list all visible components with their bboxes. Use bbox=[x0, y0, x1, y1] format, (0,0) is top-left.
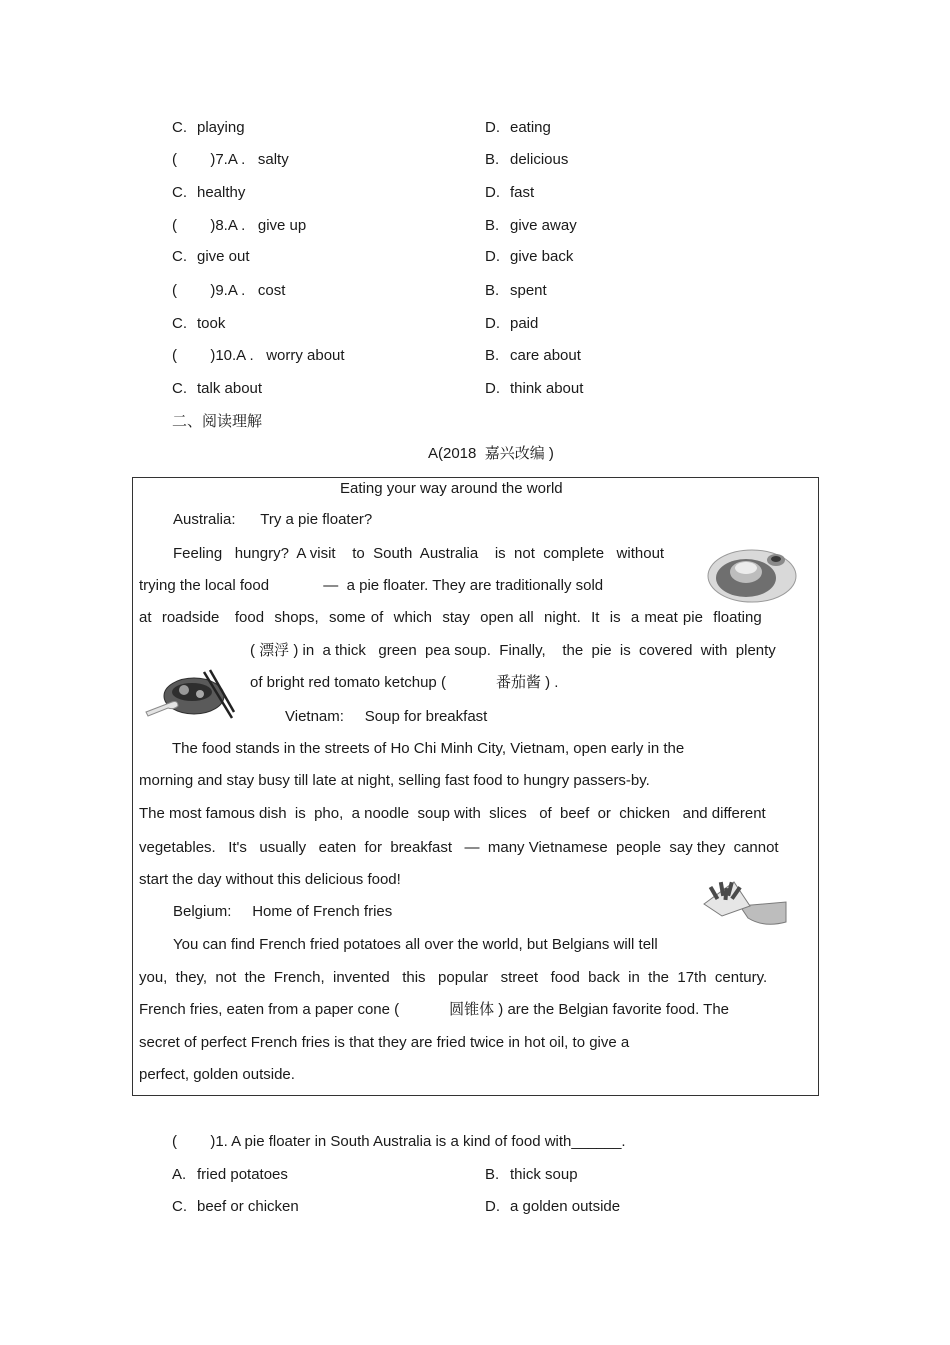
australia-heading: Australia: Try a pie floater? bbox=[173, 511, 373, 528]
pho-bowl-image bbox=[144, 668, 236, 722]
option-c-row1: C. playing bbox=[172, 119, 245, 136]
option-d-q7: D. fast bbox=[485, 184, 535, 201]
belgium-line-1: You can find French fried potatoes all over the world, but Belgians will tell bbox=[173, 936, 658, 953]
option-b-q7: B. delicious bbox=[485, 151, 569, 168]
pie-floater-image bbox=[706, 542, 798, 604]
option-c-q10: C. talk about bbox=[172, 380, 263, 397]
question-9: ( )9.A . cost bbox=[172, 282, 286, 299]
vietnam-heading: Vietnam: Soup for breakfast bbox=[285, 708, 488, 725]
vietnam-line-5: start the day without this delicious food! bbox=[139, 871, 401, 888]
question-7: ( )7.A . salty bbox=[172, 151, 289, 168]
option-c-q9: C. took bbox=[172, 315, 226, 332]
option-d-q8: D. give back bbox=[485, 248, 574, 265]
passage-title: Eating your way around the world bbox=[340, 480, 563, 497]
vietnam-line-1: The food stands in the streets of Ho Chi Minh City, Vietnam, open early in the bbox=[172, 740, 685, 757]
australia-line-5: of bright red tomato ketchup ( 番茄酱 ) . bbox=[250, 674, 559, 691]
australia-line-2: trying the local food — a pie floater. They are traditionally sold bbox=[139, 577, 604, 594]
question-10: ( )10.A . worry about bbox=[172, 347, 345, 364]
option-b-q10: B. care about bbox=[485, 347, 581, 364]
passage-label: A(2018 嘉兴改编 ) bbox=[428, 445, 554, 462]
australia-line-1: Feeling hungry? A visit to South Australia is not complete without bbox=[173, 545, 665, 562]
option-b-q9: B. spent bbox=[485, 282, 547, 299]
option-d-q10: D. think about bbox=[485, 380, 584, 397]
q1-option-d: D. a golden outside bbox=[485, 1198, 621, 1215]
belgium-line-5: perfect, golden outside. bbox=[139, 1066, 295, 1083]
vietnam-line-4: vegetables. It's usually eaten for breakfast — many Vietnamese people say they cannot bbox=[139, 839, 779, 856]
q1-option-c: C. beef or chicken bbox=[172, 1198, 299, 1215]
belgium-line-3: French fries, eaten from a paper cone ( 圆锥体 ) are the Belgian favorite food. The bbox=[139, 1001, 730, 1018]
option-d-q9: D. paid bbox=[485, 315, 539, 332]
question-8: ( )8.A . give up bbox=[172, 217, 307, 234]
australia-line-4: ( 漂浮 ) in a thick green pea soup. Finally, the pie is covered with plenty bbox=[250, 642, 776, 659]
option-b-q8: B. give away bbox=[485, 217, 577, 234]
q1-option-a: A. fried potatoes bbox=[172, 1166, 288, 1183]
q1-option-b: B. thick soup bbox=[485, 1166, 578, 1183]
belgium-line-2: you, they, not the French, invented this popular street food back in the 17th century. bbox=[139, 969, 768, 986]
vietnam-line-3: The most famous dish is pho, a noodle soup with slices of beef or chicken and different bbox=[139, 805, 766, 822]
belgium-heading: Belgium: Home of French fries bbox=[173, 903, 393, 920]
australia-line-3: at roadside food shops, some of which stay open all night. It is a meat pie floating bbox=[139, 609, 762, 626]
question-1-stem: ( )1. A pie floater in South Australia is a kind of food with______. bbox=[172, 1133, 626, 1150]
option-c-q8: C. give out bbox=[172, 248, 250, 265]
section-title: 二、阅读理解 bbox=[172, 413, 263, 430]
option-d-row1: D. eating bbox=[485, 119, 551, 136]
french-fries-image bbox=[700, 876, 788, 928]
option-c-q7: C. healthy bbox=[172, 184, 246, 201]
belgium-line-4: secret of perfect French fries is that they are fried twice in hot oil, to give a bbox=[139, 1034, 630, 1051]
vietnam-line-2: morning and stay busy till late at night, selling fast food to hungry passers-by. bbox=[139, 772, 650, 789]
